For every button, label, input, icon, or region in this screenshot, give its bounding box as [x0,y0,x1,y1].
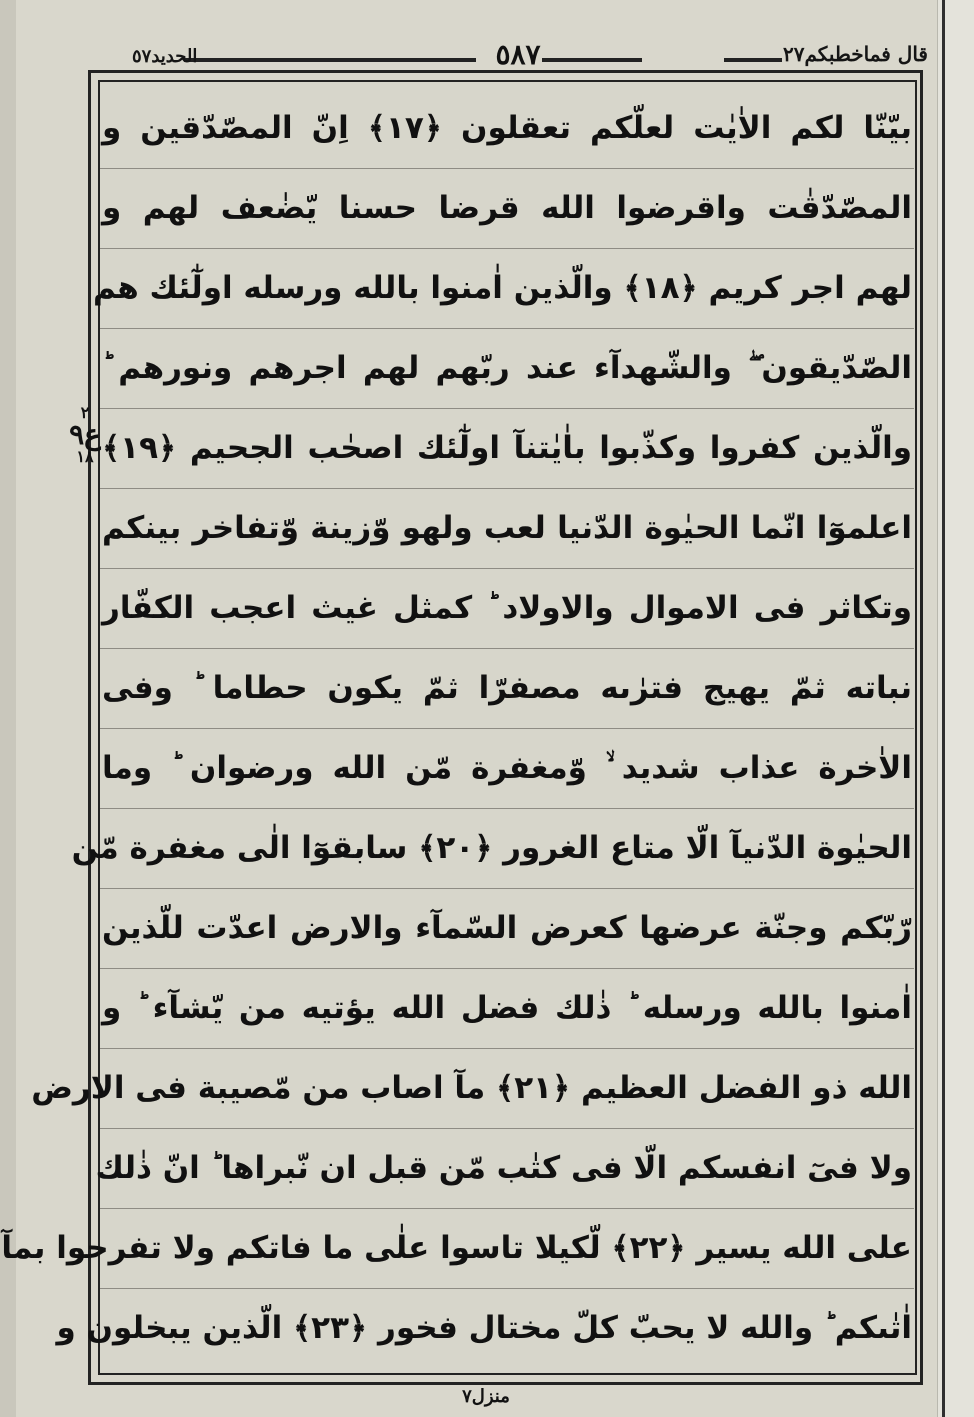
ruku-bottom-digit: ١٨ [76,447,94,466]
ayah-line-12: اٰمنوا بالله ورسله ؕ ذٰلك فضل الله يؤتيه من يّشآء ؕ و [102,990,912,1026]
ayah-line-6: اعلموٓا انّما الحيٰوة الدّنيا لعب ولهو وّزينة وّتفاخر بينكم [102,510,912,546]
ruku-top-digit: ٢ [80,403,90,422]
binding-line [942,0,945,1417]
ayah-line-2: المصّدّقٰت واقرضوا الله قرضا حسنا يّضٰعف لهم و [102,190,912,226]
ayah-line-1: بيّنّا لكم الاٰيٰت لعلّكم تعقلون ﴿١٧﴾ اِنّ المصّدّقين و [102,110,912,146]
surah-label: الحديد٥٧ [132,46,198,67]
ayah-line-15: على الله يسير ﴿٢٢﴾ لّكيلا تاسوا علٰى ما فاتكم ولا تفرحوا بمآ [1,1230,912,1266]
ayah-line-7: وتكاثر فى الاموال والاولاد ؕ كمثل غيث اعجب الكفّار [102,590,912,626]
page-number: ٥٨٧ [495,38,541,71]
manzil-label: منزل٧ [462,1386,510,1407]
ayah-line-11: رّبّكم وجنّة عرضها كعرض السّمآء والارض اعدّت للّذين [102,910,912,946]
scan-edge-left [0,0,16,1417]
page-header [84,38,927,74]
ruku-marker [66,405,104,481]
header-rule-left [184,58,476,62]
ayah-line-8: نباته ثمّ يهيج فترٰىه مصفرّا ثمّ يكون حطاما ؕ وفى [102,670,912,706]
ayah-line-14: ولا فىٓ انفسكم الّا فى كتٰب مّن قبل ان نّبراها ؕ انّ ذٰلك [95,1150,912,1186]
juz-label: قال فماخطبكم٢٧ [782,42,928,66]
ayah-line-9: الاٰخرة عذاب شديد ۙ وّمغفرة مّن الله ورضوان ؕ وما [102,750,912,786]
ruku-sign: ع٩ [69,418,101,451]
ayah-line-16: اٰتٰىكم ؕ والله لا يحبّ كلّ مختال فخور ﴿٢٣﴾ الّذين يبخلون و [56,1310,912,1346]
ayah-line-10: الحيٰوة الدّنيآ الّا متاع الغرور ﴿٢٠﴾ سابقوٓا الٰى مغفرة مّن [71,830,912,866]
ayah-line-4: الصّدّيقون ۖ والشّهدآء عند ربّهم لهم اجرهم ونورهم ؕ [102,350,912,386]
ayah-line-3: لهم اجر كريم ﴿١٨﴾ والّذين اٰمنوا بالله ورسله اولٰٓئك هم [92,270,912,306]
ayah-line-13: الله ذو الفضل العظيم ﴿٢١﴾ مآ اصاب من مّصيبة فى الارض [31,1070,912,1106]
ayah-line-5: والّذين كفروا وكذّبوا باٰيٰتنآ اولٰٓئك اصحٰب الجحيم ﴿١٩﴾ [102,430,912,466]
